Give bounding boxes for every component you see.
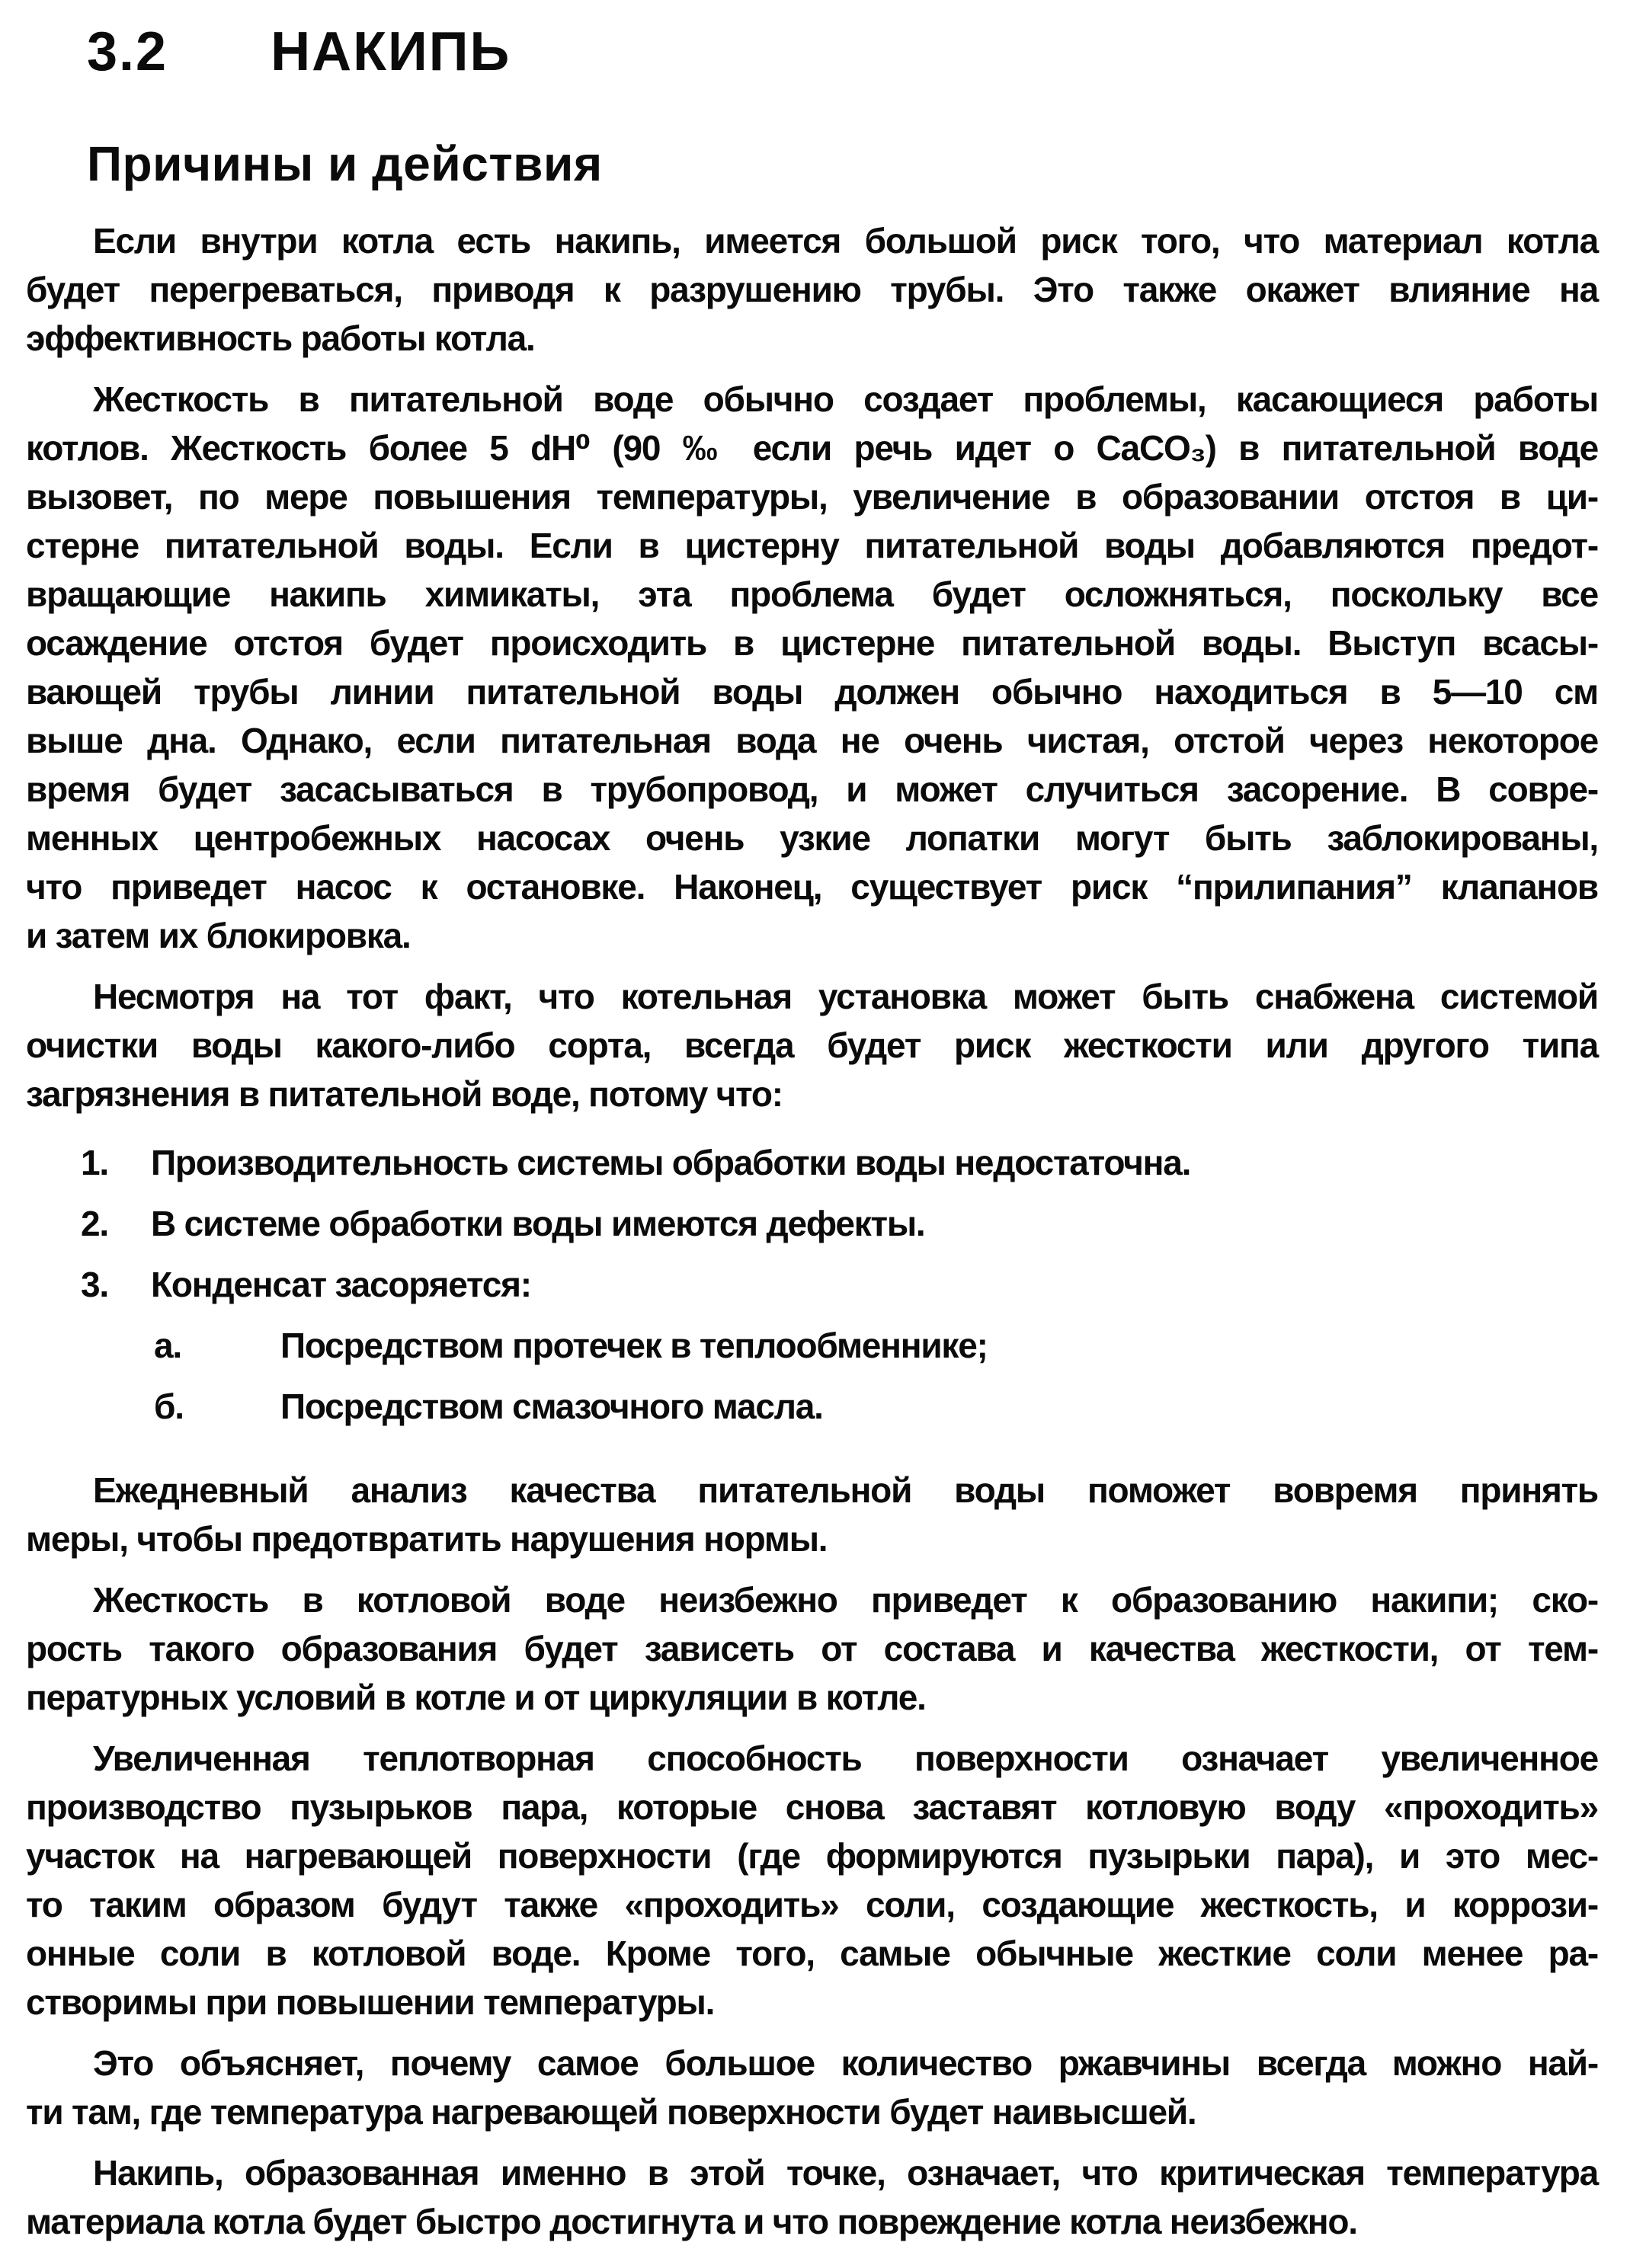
list-marker: 3. xyxy=(81,1265,108,1304)
text-line: будет перегреваться, приводя к разрушению трубы. Это также окажет влияние на xyxy=(26,270,1598,309)
list-item-text: Производительность системы обработки воды недостаточна. xyxy=(151,1143,1191,1182)
list-item xyxy=(26,1138,1598,1187)
text-line: Жесткость в котловой воде неизбежно приведет к образованию накипи; ско- xyxy=(93,1580,1598,1620)
list-marker: б. xyxy=(154,1387,184,1426)
text-line: створимы при повышении температуры. xyxy=(26,1982,715,2022)
paragraph xyxy=(26,972,1598,1118)
paragraph xyxy=(26,2039,1598,2136)
text-line: Накипь, образованная именно в этой точке, означает, что критическая температура xyxy=(93,2153,1598,2193)
list-marker: 2. xyxy=(81,1204,108,1243)
text-line: Несмотря на тот факт, что котельная установка может быть снабжена системой xyxy=(93,977,1598,1016)
section-number: 3.2 xyxy=(87,21,168,82)
text-line: Увеличенная теплотворная способность поверхности означает увеличенное xyxy=(93,1739,1598,1778)
list-item xyxy=(26,1321,1598,1370)
text-line: загрязнения в питательной воде, потому что: xyxy=(26,1074,783,1114)
text-line: рость такого образования будет зависеть от состава и качества жесткости, от тем- xyxy=(26,1629,1598,1668)
paragraph xyxy=(26,216,1598,363)
list-marker: а. xyxy=(154,1326,181,1365)
list-item-text: Посредством протечек в теплообменнике; xyxy=(280,1326,988,1365)
paragraph xyxy=(26,2148,1598,2246)
list-item xyxy=(26,1199,1598,1248)
text-line: Это объясняет, почему самое большое количество ржавчины всегда можно най- xyxy=(93,2043,1598,2083)
text-line: пературных условий в котле и от циркуляции в котле. xyxy=(26,1678,926,1717)
text-line: осаждение отстоя будет происходить в цистерне питательной воды. Выступ всасы- xyxy=(26,623,1598,663)
list-item-text: Посредством смазочного масла. xyxy=(280,1387,823,1426)
text-line: очистки воды какого-либо сорта, всегда будет риск жесткости или другого типа xyxy=(26,1025,1598,1065)
text-line: меры, чтобы предотвратить нарушения нормы. xyxy=(26,1519,828,1559)
text-line: вращающие накипь химикаты, эта проблема будет осложняться, поскольку все xyxy=(26,574,1598,614)
text-line: менных центробежных насосах очень узкие лопатки могут быть заблокированы, xyxy=(26,818,1598,858)
list-item xyxy=(26,1382,1598,1431)
text-line: материала котла будет быстро достигнута и что повреждение котла неизбежно. xyxy=(26,2202,1357,2241)
paragraph xyxy=(26,1575,1598,1722)
text-line: участок на нагревающей поверхности (где формируются пузырьки пара), и это мес- xyxy=(26,1836,1598,1876)
document-body xyxy=(26,216,1598,2246)
list-item xyxy=(26,1260,1598,1309)
list-marker: 1. xyxy=(81,1143,108,1182)
text-line: Жесткость в питательной воде обычно создает проблемы, касающиеся работы xyxy=(93,379,1598,419)
subtitle: Причины и действия xyxy=(87,136,603,191)
text-line: Ежедневный анализ качества питательной воды поможет вовремя принять xyxy=(93,1470,1598,1510)
list-item-text: В системе обработки воды имеются дефекты. xyxy=(151,1204,925,1243)
text-line: то таким образом будут также «проходить» соли, создающие жесткость, и коррози- xyxy=(26,1885,1598,1924)
section-title: НАКИПЬ xyxy=(271,21,511,82)
paragraph xyxy=(26,1734,1598,2026)
text-line: выше дна. Однако, если питательная вода не очень чистая, отстой через некоторое xyxy=(26,721,1598,760)
text-line: котлов. Жесткость более 5 dH⁰ (90 ‰ если речь идет о CaCO₃) в питательной воде xyxy=(26,428,1598,468)
section-heading xyxy=(87,21,1598,82)
paragraph xyxy=(26,1466,1598,1563)
text-line: вызовет, по мере повышения температуры, увеличение в образовании отстоя в ци- xyxy=(26,477,1598,517)
text-line: время будет засасываться в трубопровод, и может случиться засорение. В совре- xyxy=(26,769,1598,809)
text-line: ти там, где температура нагревающей поверхности будет наивысшей. xyxy=(26,2092,1196,2132)
text-line: эффективность работы котла. xyxy=(26,318,535,358)
paragraph xyxy=(26,375,1598,960)
text-line: онные соли в котловой воде. Кроме того, самые обычные жесткие соли менее ра- xyxy=(26,1934,1598,1973)
text-line: вающей трубы линии питательной воды должен обычно находиться в 5—10 см xyxy=(26,672,1598,712)
text-line: стерне питательной воды. Если в цистерну питательной воды добавляются предот- xyxy=(26,526,1598,565)
list-item-text: Конденсат засоряется: xyxy=(151,1265,531,1304)
text-line: Если внутри котла есть накипь, имеется большой риск того, что материал котла xyxy=(93,221,1598,261)
text-line: и затем их блокировка. xyxy=(26,916,411,955)
text-line: что приведет насос к остановке. Наконец, существует риск “прилипания” клапанов xyxy=(26,867,1598,907)
text-line: производство пузырьков пара, которые снова заставят котловую воду «проходить» xyxy=(26,1787,1598,1827)
